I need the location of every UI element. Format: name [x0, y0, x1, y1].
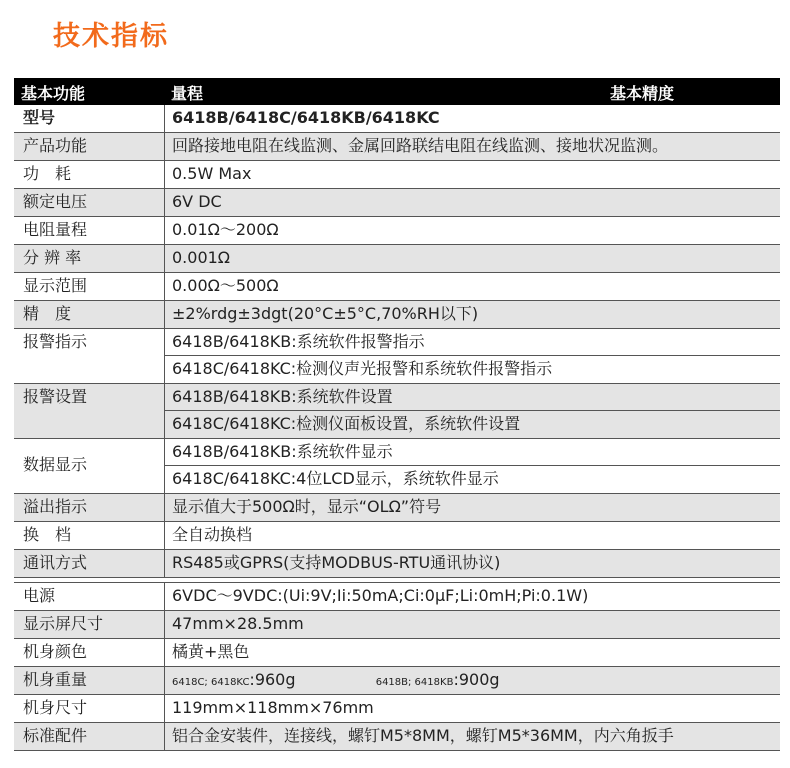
row-label: 产品功能: [23, 136, 88, 155]
header-accuracy: 基本精度: [610, 84, 675, 103]
row-value: 6418B/6418C/6418KB/6418KC: [164, 105, 780, 132]
row-label: 显示屏尺寸: [23, 614, 104, 633]
row-label: 精 度: [23, 304, 72, 323]
row-label: 显示范围: [23, 276, 88, 295]
table-row: [14, 723, 780, 751]
table-row: [14, 695, 780, 723]
table-row: [14, 161, 780, 189]
row-label: 电阻量程: [23, 220, 88, 239]
weight-model-a: 6418C; 6418KC: [172, 677, 250, 688]
row-label: 报警设置: [23, 387, 88, 406]
row-label: 标准配件: [23, 726, 88, 745]
row-label: 机身重量: [23, 670, 88, 689]
row-value: 全自动换档: [164, 522, 780, 549]
header-basic-function: 基本功能: [21, 84, 86, 103]
table-row: [14, 522, 780, 550]
row-value: 0.5W Max: [164, 161, 780, 188]
row-label: 溢出指示: [23, 497, 88, 516]
row-value: 显示值大于500Ω时，显示“OLΩ”符号: [164, 494, 780, 521]
table-row: [14, 639, 780, 667]
table-row-data-display: [14, 439, 780, 494]
table-row-weight: [14, 667, 780, 695]
table-row: [14, 273, 780, 301]
table-row: [14, 245, 780, 273]
table-row: [14, 189, 780, 217]
row-value: [164, 667, 780, 694]
row-value: 6VDC～9VDC:(Ui:9V;Ii:50mA;Ci:0μF;Li:0mH;Pi:0.1W): [164, 583, 780, 610]
table-row: [14, 217, 780, 245]
page-title: 技术指标: [53, 21, 169, 52]
row-label: 机身颜色: [23, 642, 88, 661]
row-label: 分 辨 率: [23, 248, 82, 267]
table-row: [14, 611, 780, 639]
table-row: [14, 583, 780, 611]
row-value: ±2%rdg±3dgt(20°C±5°C,70%RH以下): [164, 301, 780, 328]
row-label: 换 档: [23, 525, 72, 544]
weight-model-b: 6418B; 6418KB: [375, 677, 454, 688]
row-value: 铝合金安装件，连接线，螺钉M5*8MM，螺钉M5*36MM，内六角扳手: [164, 723, 780, 750]
row-label: 电源: [23, 586, 56, 605]
row-label: 报警指示: [23, 332, 88, 351]
header-range: 量程: [171, 84, 204, 103]
row-value: 47mm×28.5mm: [164, 611, 780, 638]
row-value: 6418C/6418KC:检测仪面板设置，系统软件设置: [164, 411, 780, 438]
table-header: [14, 78, 780, 105]
weight-value-b: :900g: [453, 670, 500, 689]
row-value: 0.001Ω: [164, 245, 780, 272]
row-value: RS485或GPRS(支持MODBUS-RTU通讯协议): [164, 550, 780, 577]
table-row-alarm-setting: [14, 384, 780, 439]
row-value: 6V DC: [164, 189, 780, 216]
row-value: 橘黄+黑色: [164, 639, 780, 666]
table-row: [14, 133, 780, 161]
weight-value-a: :960g: [249, 670, 296, 689]
row-value: 回路接地电阻在线监测、金属回路联结电阻在线监测、接地状况监测。: [164, 133, 780, 160]
table-row: [14, 105, 780, 133]
row-value: 119mm×118mm×76mm: [164, 695, 780, 722]
row-label: 通讯方式: [23, 553, 88, 572]
table-row-alarm-indicate: [14, 329, 780, 384]
row-label: 功 耗: [23, 164, 72, 183]
row-value: 0.00Ω～500Ω: [164, 273, 780, 300]
row-value: 0.01Ω～200Ω: [164, 217, 780, 244]
spec-table: [14, 78, 780, 751]
table-row: [14, 494, 780, 522]
row-label: 型号: [23, 108, 56, 127]
row-value: 6418B/6418KB:系统软件设置: [164, 384, 780, 411]
row-value: 6418B/6418KB:系统软件显示: [164, 439, 780, 466]
row-label: 额定电压: [23, 192, 88, 211]
table-row: [14, 301, 780, 329]
row-value: 6418C/6418KC:4位LCD显示，系统软件显示: [164, 466, 780, 493]
row-value: 6418B/6418KB:系统软件报警指示: [164, 329, 780, 356]
row-value: 6418C/6418KC:检测仪声光报警和系统软件报警指示: [164, 356, 780, 383]
row-label: 数据显示: [23, 455, 88, 474]
row-label: 机身尺寸: [23, 698, 88, 717]
table-row: [14, 550, 780, 578]
